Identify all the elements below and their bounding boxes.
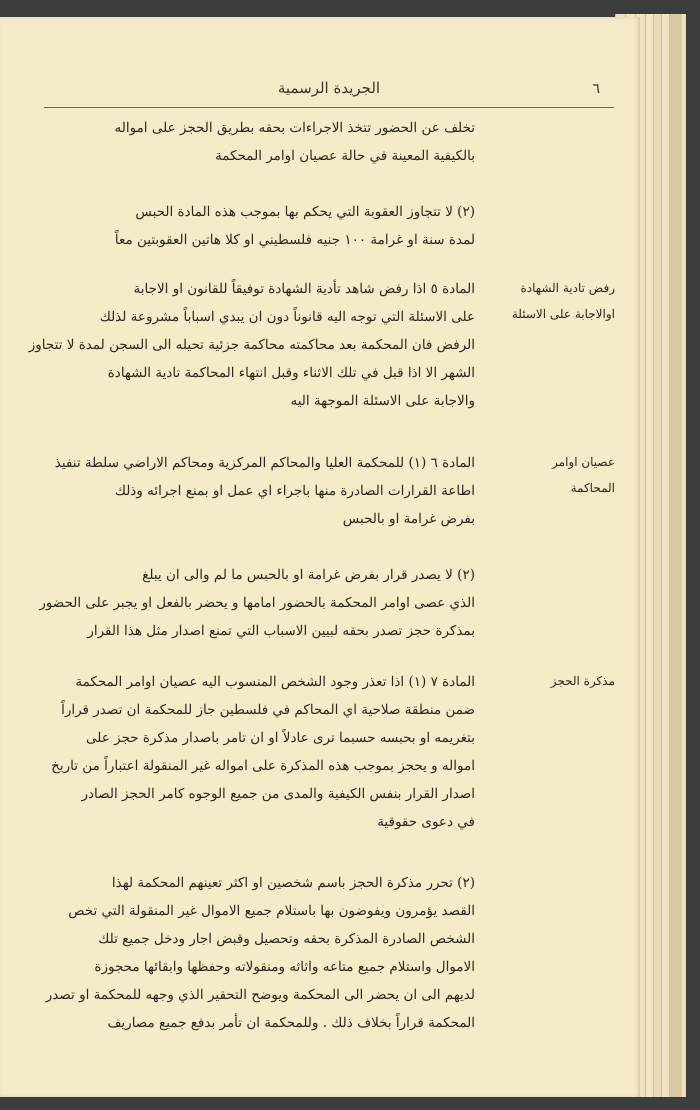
text-line: بتغريمه او بحبسه حسبما ترى عادلاً او ان تامر باصدار مذكرة حجز على bbox=[86, 730, 475, 746]
scan-background-top bbox=[0, 0, 700, 17]
text-line: الذي عصى اوامر المحكمة بالحضور امامها و يحضر بالفعل او يجبر على الحضور bbox=[39, 595, 475, 611]
text-line: والاجابة على الاسئلة الموجهة اليه bbox=[290, 393, 475, 409]
scan-background-bottom bbox=[0, 1097, 700, 1110]
article-6-paragraph-1 bbox=[54, 449, 475, 533]
text-line: (٢) لا تتجاوز العقوبة التي يحكم بها بموجب هذه المادة الحبس bbox=[135, 204, 475, 220]
text-line: على الاسئلة التي توجه اليه قانوناً دون ان يبدي اسباباً مشروعة لذلك bbox=[99, 309, 475, 325]
text-line: الشخص الصادرة المذكرة بحقه وتحصيل وقبض اجار ودخل جميع تلك bbox=[98, 931, 475, 947]
text-line: المادة ٥ اذا رفض شاهد تأدية الشهادة توفيقاً للقانون او الاجابة bbox=[133, 281, 475, 297]
article-7-paragraph-2 bbox=[45, 869, 475, 1037]
text-line: بمذكرة حجز تصدر بحقه لبيين الاسباب التي تمنع اصدار مثل هذا القرار bbox=[87, 623, 475, 639]
text-line: امواله و يحجز بموجب هذه المذكرة على امواله غير المنقولة اعتباراً من تاريخ bbox=[51, 758, 475, 774]
page-content bbox=[28, 17, 615, 1097]
text-line: المادة ٧ (١) اذا تعذر وجود الشخص المنسوب اليه عصيان اوامر المحكمة bbox=[75, 674, 475, 690]
text-line: الاموال واستلام جميع متاعه واثاثه ومنقولاته وحفظها وابقائها محجوزة bbox=[94, 959, 475, 975]
text-line: اطاعة القرارات الصادرة منها باجراء اي عمل او بمنع اجرائه وذلك bbox=[114, 483, 475, 499]
text-line: المادة ٦ (١) للمحكمة العليا والمحاكم المركزية ومحاكم الاراضي سلطة تنفيذ bbox=[54, 455, 475, 471]
text-line: الرفض فان المحكمة بعد محاكمته محاكمة جزئية تحيله الى السجن لمدة لا تتجاوز bbox=[28, 337, 475, 353]
text-line: لمدة سنة او غرامة ١٠٠ جنيه فلسطيني او كلا هاتين العقوبتين معاً bbox=[114, 232, 475, 248]
text-line: لديهم الى ان يحضر الى المحكمة ويوضح التحقير الذي وجهه للمحكمة او تصدر bbox=[45, 987, 475, 1003]
text-line: ضمن منطقة صلاحية اي المحاكم في فلسطين جاز للمحكمة ان تصدر قراراً bbox=[61, 702, 475, 718]
margin-note-contempt: عصيان اوامر المحاكمة bbox=[552, 455, 615, 495]
document-page bbox=[0, 17, 640, 1097]
text-line: القصد يؤمرون ويفوضون بها باستلام جميع الاموال غير المنقولة التي تخص bbox=[68, 903, 475, 919]
article-6-paragraph-2 bbox=[39, 561, 475, 645]
article-5 bbox=[28, 275, 475, 415]
article-7-paragraph-1 bbox=[51, 668, 475, 836]
text-line: (٢) لا يصدر قرار بفرض غرامة او بالحبس ما لم والى ان يبلغ bbox=[142, 567, 475, 583]
text-line: الشهر الا اذا قبل في تلك الاثناء وقبل انتهاء المحاكمة تادية الشهادة bbox=[107, 365, 475, 381]
page-number: ٦ bbox=[592, 81, 600, 97]
text-line: (٢) تحرر مذكرة الحجز باسم شخصين او اكثر تعينهم المحكمة لهذا bbox=[111, 875, 475, 891]
margin-note-refusal-testimony: رفض تادية الشهادة اوالاجابة على الاسئلة bbox=[511, 281, 615, 321]
text-line: بالكيفية المعينة في حالة عصيان اوامر المحكمة bbox=[215, 148, 475, 164]
article-4-paragraph-2 bbox=[70, 198, 475, 254]
text-line: المحكمة قراراً بخلاف ذلك . وللمحكمة ان تأمر بدفع جميع مصاريف bbox=[107, 1015, 475, 1031]
text-line: بفرض غرامة او بالحبس bbox=[342, 511, 475, 527]
text-line: في دعوى حقوقية bbox=[377, 814, 475, 830]
text-line: اصدار القرار بنفس الكيفية والمدى من جميع الوجوه كامر الحجز الصادر bbox=[81, 786, 475, 802]
text-line: تخلف عن الحضور تتخذ الاجراءات بحقه بطريق الحجز على امواله bbox=[114, 120, 475, 136]
gazette-title: الجريدة الرسمية bbox=[277, 79, 381, 97]
margin-note-attachment-warrant: مذكرة الحجز bbox=[550, 674, 615, 688]
continuation-paragraph bbox=[70, 114, 475, 170]
